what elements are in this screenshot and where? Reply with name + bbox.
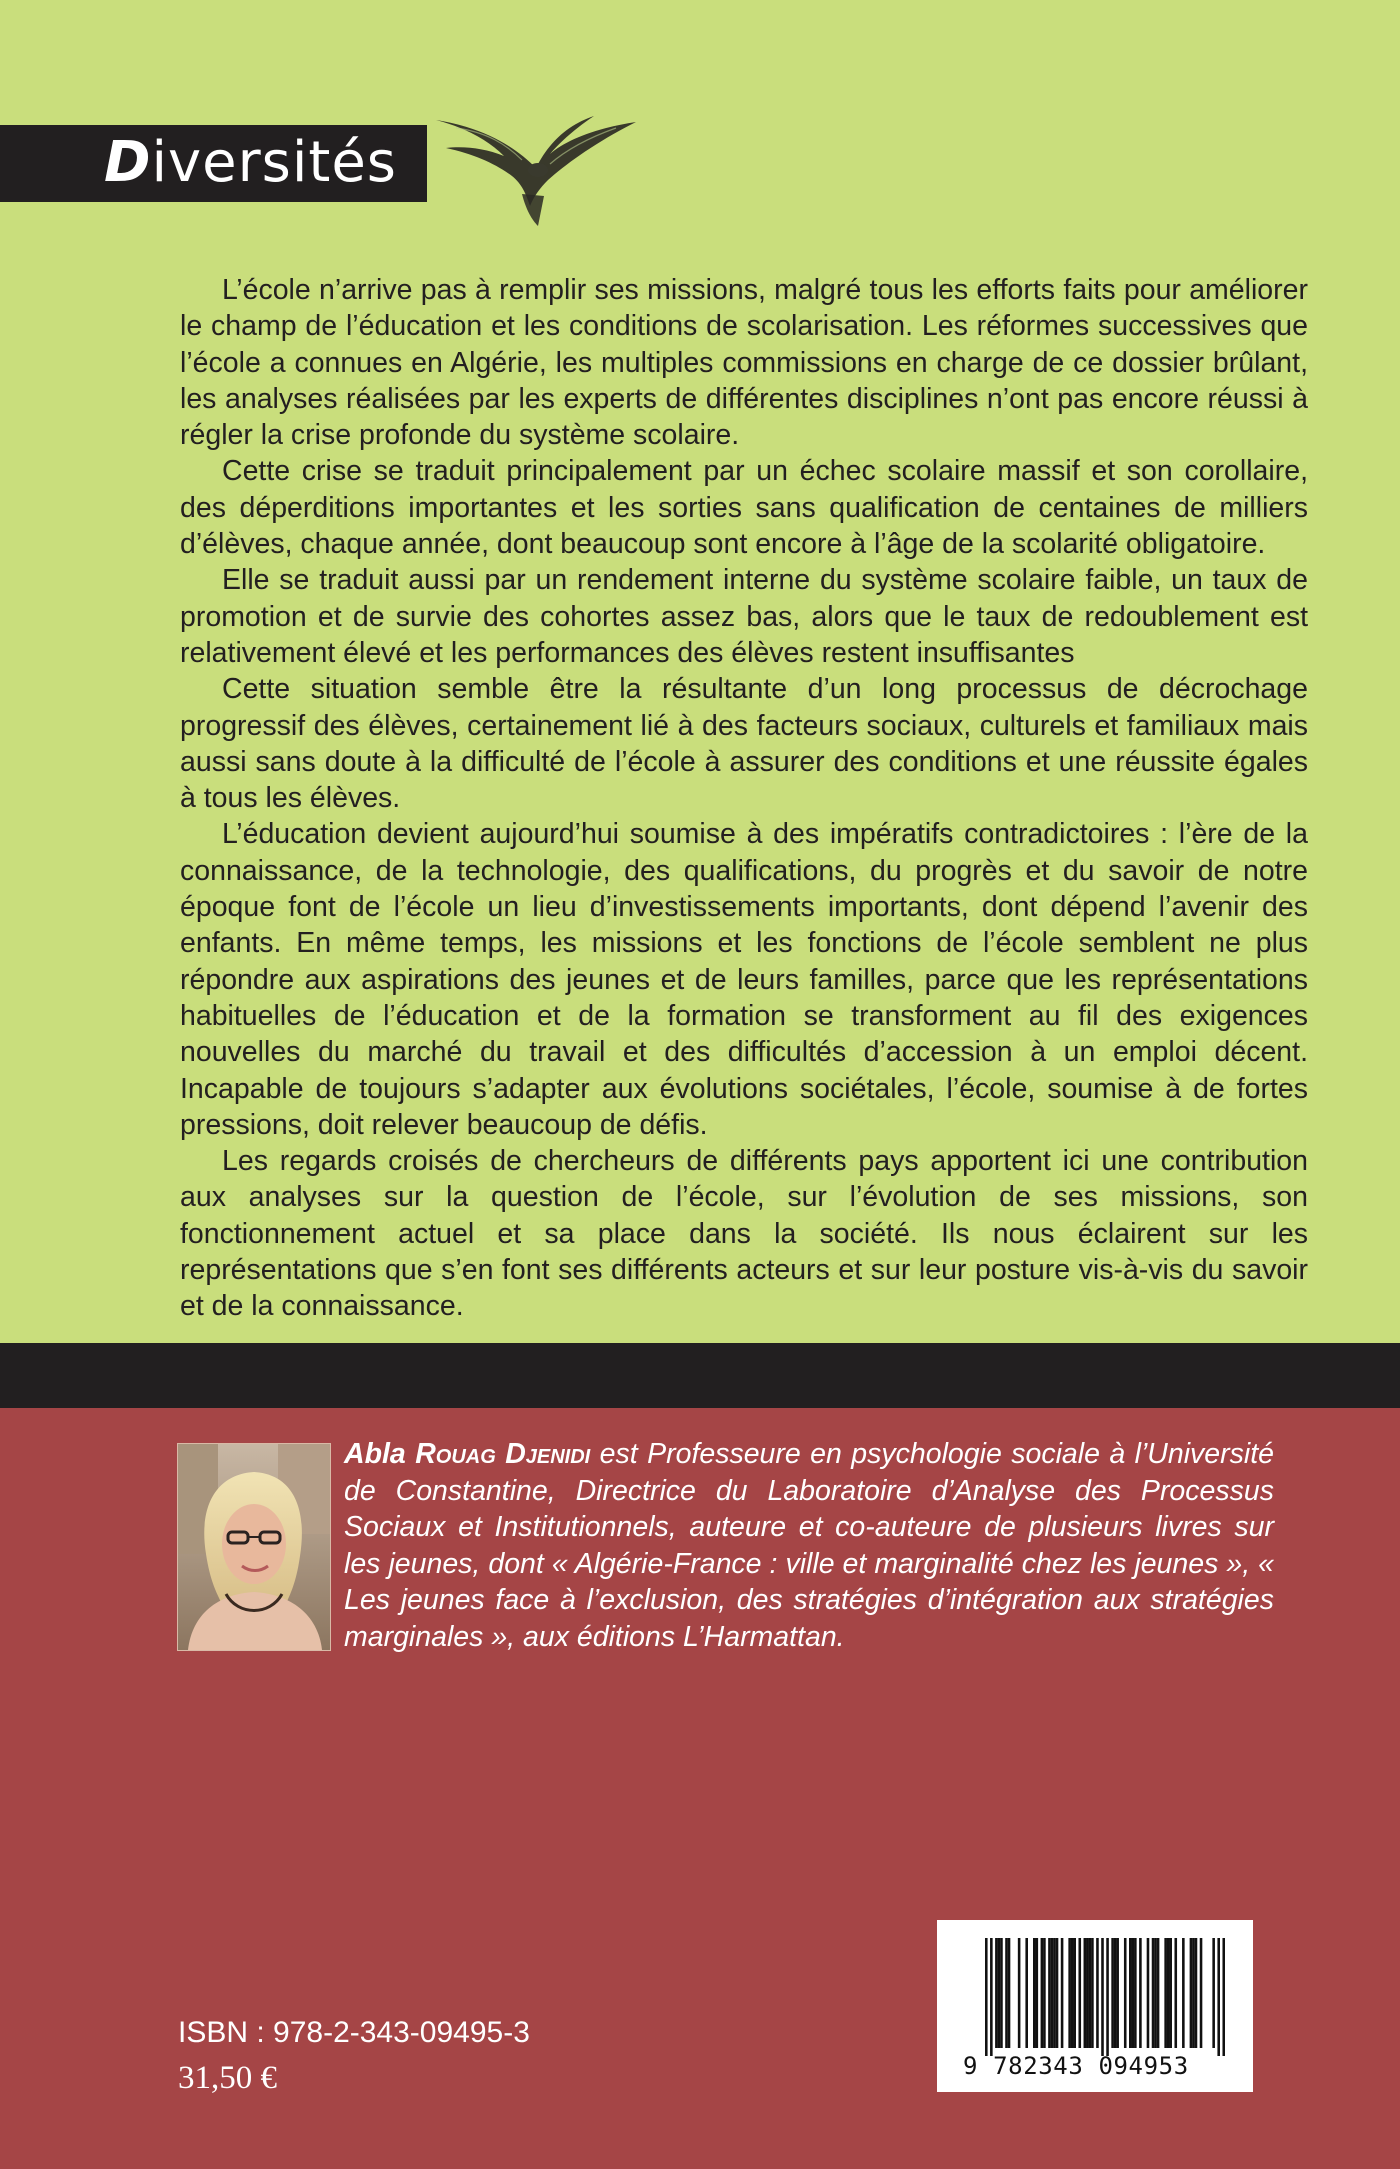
barcode-bar bbox=[1005, 1938, 1008, 2048]
barcode-bar bbox=[1041, 1938, 1044, 2048]
barcode-bar bbox=[1111, 1938, 1114, 2048]
barcode-bar bbox=[1025, 1938, 1028, 2048]
barcode-bar bbox=[1167, 1938, 1170, 2048]
barcode-bar bbox=[990, 1938, 993, 2056]
barcode-bar bbox=[1154, 1938, 1157, 2048]
barcode-bar bbox=[1157, 1938, 1160, 2048]
author-last-name: Rouag Djenidi bbox=[415, 1438, 591, 1470]
barcode-bar bbox=[1114, 1938, 1117, 2048]
author-biography bbox=[344, 1436, 1274, 1655]
barcode-bar bbox=[1212, 1938, 1215, 2048]
barcode-bar bbox=[1106, 1938, 1109, 2056]
barcode-bar bbox=[1061, 1938, 1064, 2048]
author-bio-text: est Professeure en psychologie sociale à l’Université de Constantine, Directrice du Laboratoire d’Analyse des Processus Sociaux et Institutionnels, auteure et co-auteure de plusieurs livres sur les jeunes, dont « Algérie-France : ville et marginalité chez les jeunes », « Les jeunes face à l’exclusion, des stratégies d’intégration aux stratégies marginales », aux éditions L’Harmattan. bbox=[344, 1438, 1274, 1653]
divider-band bbox=[0, 1343, 1400, 1408]
barcode-bar bbox=[1096, 1938, 1099, 2048]
barcode-bar bbox=[1043, 1938, 1046, 2048]
barcode-bar bbox=[1200, 1938, 1203, 2048]
barcode-bar bbox=[1132, 1938, 1135, 2048]
barcode-bar bbox=[1071, 1938, 1074, 2048]
barcode-bar bbox=[1169, 1938, 1172, 2048]
barcode bbox=[937, 1920, 1253, 2092]
barcode-bar bbox=[1000, 1938, 1003, 2048]
barcode-bar bbox=[1124, 1938, 1127, 2048]
barcode-bar bbox=[1053, 1938, 1056, 2048]
barcode-bar bbox=[1134, 1938, 1137, 2048]
barcode-bar bbox=[1091, 1938, 1094, 2048]
barcode-bar bbox=[1129, 1938, 1132, 2048]
barcode-bars bbox=[985, 1938, 1225, 2056]
author-portrait-image bbox=[178, 1444, 330, 1650]
barcode-bar bbox=[1192, 1938, 1195, 2048]
barcode-bar bbox=[1164, 1938, 1167, 2048]
barcode-bar bbox=[1033, 1938, 1036, 2048]
barcode-bar bbox=[1084, 1938, 1087, 2048]
blurb-paragraph: Cette crise se traduit principalement par un échec scolaire massif et son corollaire, des déperditions importantes et les sorties sans qualification de centaines de milliers d’élèves, chaque année, dont beaucoup sont encore à l’âge de la scolarité obligatoire. bbox=[180, 455, 1308, 561]
barcode-bar bbox=[1086, 1938, 1089, 2048]
barcode-bar bbox=[1051, 1938, 1054, 2048]
barcode-bar bbox=[998, 1938, 1001, 2048]
barcode-bar bbox=[1116, 1938, 1119, 2048]
blurb-paragraph: Cette situation semble être la résultante d’un long processus de décrochage progressif des élèves, certainement lié à des facteurs sociaux, culturels et familiaux mais aussi sans doute à la difficulté de l’école à assurer des conditions et une réussite égales à tous les élèves. bbox=[180, 673, 1308, 815]
barcode-bar bbox=[1174, 1938, 1177, 2048]
barcode-bar bbox=[1048, 1938, 1051, 2048]
back-cover-blurb bbox=[180, 272, 1308, 1325]
barcode-bar bbox=[1190, 1938, 1193, 2048]
series-title-rest: iversités bbox=[151, 130, 397, 195]
price-label: 31,50 € bbox=[178, 2060, 277, 2096]
blurb-paragraph: Elle se traduit aussi par un rendement interne du système scolaire faible, un taux de promotion et de survie des cohortes assez bas, alors que le taux de redoublement est relativement élevé et les performances des élèves restent insuffisantes bbox=[180, 564, 1308, 669]
barcode-bar bbox=[1182, 1938, 1185, 2048]
barcode-bar bbox=[1056, 1938, 1059, 2048]
barcode-bar bbox=[1152, 1938, 1155, 2048]
barcode-bar bbox=[1222, 1938, 1225, 2056]
series-title-initial: D bbox=[104, 130, 152, 195]
dove-logo-icon bbox=[426, 98, 646, 228]
barcode-bar bbox=[985, 1938, 988, 2056]
barcode-bar bbox=[1008, 1938, 1011, 2048]
barcode-bar bbox=[1078, 1938, 1081, 2048]
barcode-bar bbox=[1217, 1938, 1220, 2056]
barcode-bar bbox=[1018, 1938, 1021, 2048]
isbn-label: ISBN : 978-2-343-09495-3 bbox=[178, 2016, 530, 2049]
barcode-bar bbox=[1147, 1938, 1150, 2048]
author-first-name: Abla bbox=[344, 1438, 406, 1470]
barcode-digits: 9 782343 094953 bbox=[963, 2052, 1189, 2080]
blurb-paragraph: L’école n’arrive pas à remplir ses missions, malgré tous les efforts faits pour améliorer le champ de l’éducation et les conditions de scolarisation. Les réformes successives que l’école a connues en Algérie, les multiples commissions en charge de ce dossier brûlant, les analyses réalisées par les experts de différentes disciplines n’ont pas encore réussi à régler la crise profonde du système scolaire. bbox=[180, 274, 1308, 452]
barcode-bar bbox=[1089, 1938, 1092, 2048]
barcode-bar bbox=[1036, 1938, 1039, 2048]
barcode-bar bbox=[995, 1938, 998, 2048]
barcode-bar bbox=[1195, 1938, 1198, 2048]
barcode-bar bbox=[1068, 1938, 1071, 2048]
author-photo bbox=[177, 1443, 331, 1651]
series-title bbox=[104, 126, 397, 200]
blurb-paragraph: Les regards croisés de chercheurs de différents pays apportent ici une contribution aux analyses sur la question de l’école, sur l’évolution de ses missions, son fonctionnement actuel et sa place dans la société. Ils nous éclairent sur les représentations que s’en font ses différents acteurs et sur leur posture vis-à-vis du savoir et de la connaissance. bbox=[180, 1145, 1308, 1323]
barcode-bar bbox=[1101, 1938, 1104, 2056]
barcode-bar bbox=[1139, 1938, 1142, 2048]
barcode-bar bbox=[1073, 1938, 1076, 2048]
blurb-paragraph: L’éducation devient aujourd’hui soumise à des impératifs contradictoires : l’ère de la connaissance, de la technologie, des qualifications, du progrès et du savoir de notre époque font de l’école un lieu d’investissements importants, dont dépend l’avenir des enfants. En même temps, les missions et les fonctions de l’école semblent ne plus répondre aux aspirations des jeunes et de leurs familles, parce que les représentations habituelles de l’éducation et de la formation se transforment au fil des exigences nouvelles du marché du travail et des difficultés d’accession à un emploi décent. Incapable de toujours s’adapter aux évolutions sociétales, l’école, soumise à de fortes pressions, doit relever beaucoup de défis. bbox=[180, 818, 1308, 1141]
